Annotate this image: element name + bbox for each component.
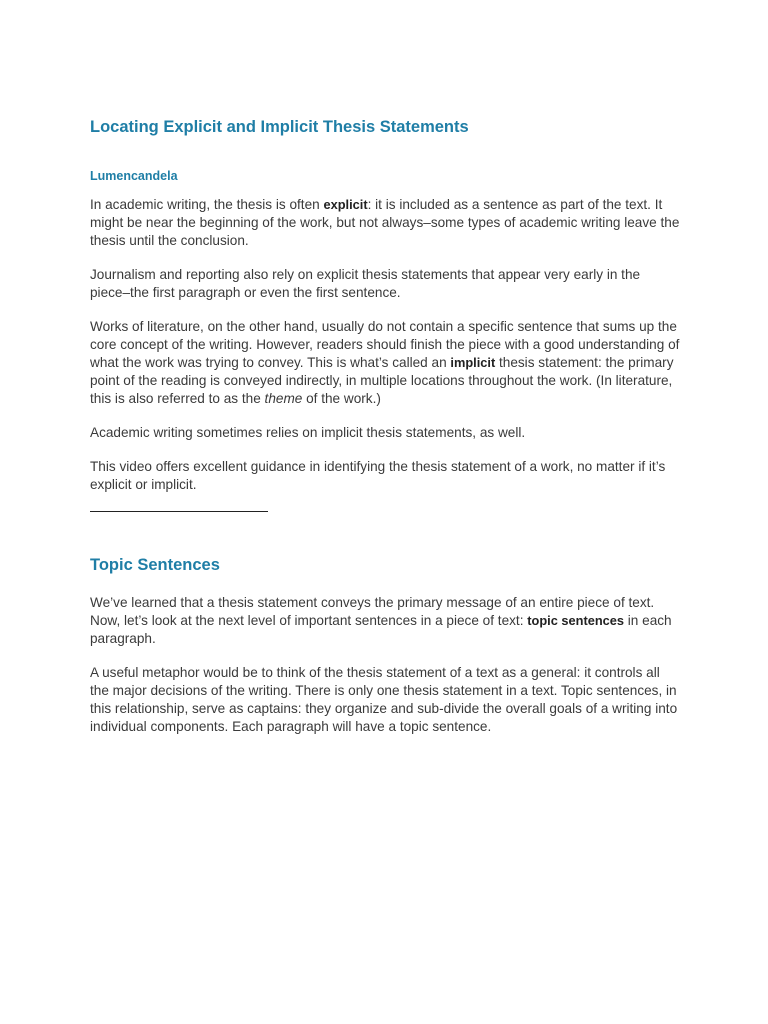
section-title-thesis: Locating Explicit and Implicit Thesis Statements [90, 118, 469, 136]
paragraph-implicit-thesis: Works of literature, on the other hand, usually do not contain a specific sentence that sums up the core concept of the writing. However, readers should finish the piece with a good understanding of what the work was trying to convey. This is what’s called an implicit thesis statement: the primary point of the reading is conveyed indirectly, in multiple locations throughout the work. (In literature, this is also referred to as the theme of the work.) [90, 319, 680, 406]
term-implicit: implicit [450, 355, 496, 370]
paragraph-video-guidance: This video offers excellent guidance in identifying the thesis statement of a work, no matter if it’s explicit or implicit. [90, 459, 666, 492]
paragraph-topic-intro: We’ve learned that a thesis statement conveys the primary message of an entire piece of text. Now, let’s look at the next level of important sentences in a piece of text: topic sentences in each paragraph. [90, 595, 672, 646]
term-theme: theme [264, 391, 303, 406]
document-page [90, 116, 682, 736]
paragraph-explicit-thesis: In academic writing, the thesis is often explicit: it is included as a sentence as part of the text. It might be near the beginning of the work, but not always–some types of academic writing leave the thesis until the conclusion. [90, 197, 680, 248]
source-label: Lumencandela [90, 169, 178, 183]
section-title-topic-sentences: Topic Sentences [90, 556, 220, 574]
term-topic-sentences: topic sentences [527, 613, 624, 628]
term-explicit: explicit [323, 197, 368, 212]
paragraph-journalism: Journalism and reporting also rely on explicit thesis statements that appear very early in the piece–the first paragraph or even the first sentence. [90, 267, 641, 300]
paragraph-academic-implicit: Academic writing sometimes relies on implicit thesis statements, as well. [90, 425, 526, 440]
paragraph-general-metaphor: A useful metaphor would be to think of the thesis statement of a text as a general: it controls all the major decisions of the writing. There is only one thesis statement in a text. Topic sentences, in this relationship, serve as captains: they organize and sub-divide the overall goals of a writing into individual components. Each paragraph will have a topic sentence. [90, 665, 678, 734]
